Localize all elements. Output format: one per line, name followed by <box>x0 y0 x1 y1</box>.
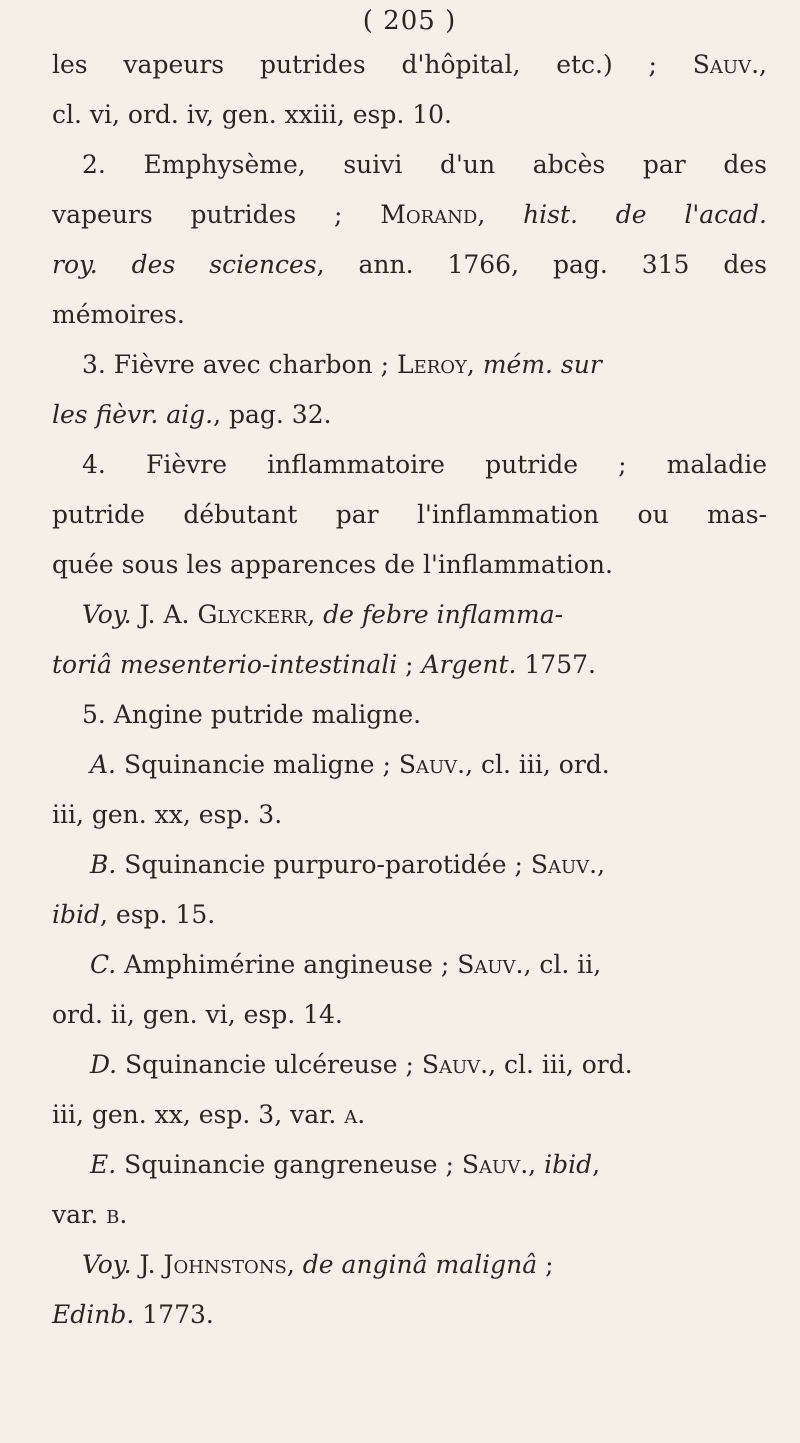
text-line <box>52 890 767 940</box>
text-run: Sauv. <box>398 750 466 779</box>
text-line <box>52 390 767 440</box>
text-line <box>52 1290 767 1340</box>
text-run: Johnstons <box>163 1250 287 1279</box>
text-line <box>52 190 767 240</box>
text-run: roy. des sciences <box>52 250 317 279</box>
text-run: C. <box>90 950 117 979</box>
text-run: D. <box>90 1050 118 1079</box>
text-run: 1757. <box>516 650 596 679</box>
text-run: Sauv. <box>421 1050 489 1079</box>
text-run: ; <box>397 650 422 679</box>
text-run: 1773. <box>134 1300 214 1329</box>
text-line <box>52 640 767 690</box>
text-run: vapeurs putrides ; <box>52 200 381 229</box>
text-run: J. <box>131 1250 164 1279</box>
text-line <box>52 690 767 740</box>
text-run: Voy. <box>82 600 132 629</box>
text-run: , <box>759 50 767 79</box>
text-run: ibid <box>544 1150 593 1179</box>
text-line <box>52 90 767 140</box>
text-run: a. <box>344 1100 366 1129</box>
text-run: mémoires. <box>52 300 185 329</box>
text-line <box>52 290 767 340</box>
text-run: Morand <box>380 200 478 229</box>
text-run: E. <box>90 1150 117 1179</box>
text-run: , esp. 15. <box>100 900 216 929</box>
text-run: putride débutant par l'inflammation ou mas- <box>52 500 767 529</box>
text-run: ibid <box>52 900 100 929</box>
text-run: Glyckerr <box>197 600 308 629</box>
text-line <box>52 940 767 990</box>
text-run: iii, gen. xx, esp. 3. <box>52 800 283 829</box>
text-line <box>52 490 767 540</box>
text-run: Squinancie gangreneuse ; <box>116 1150 462 1179</box>
text-run: J. A. <box>131 600 198 629</box>
text-run: Leroy <box>396 350 467 379</box>
text-line <box>52 540 767 590</box>
text-run: , cl. ii, <box>523 950 602 979</box>
text-run: , <box>286 1250 303 1279</box>
text-run: , ann. 1766, pag. 315 des <box>316 250 768 279</box>
text-run: Sauv. <box>461 1150 529 1179</box>
text-run: Amphimérine angineuse ; <box>116 950 458 979</box>
text-run: B. <box>90 850 117 879</box>
text-line <box>52 590 767 640</box>
text-run: 5. Angine putride maligne. <box>82 700 422 729</box>
text-run: cl. vi, ord. iv, gen. xxiii, esp. 10. <box>52 100 452 129</box>
text-line <box>52 1140 767 1190</box>
body-text <box>52 40 767 1340</box>
text-line <box>52 40 767 90</box>
text-line <box>52 1040 767 1090</box>
text-line <box>52 990 767 1040</box>
text-run: les vapeurs putrides d'hôpital, etc.) ; <box>52 50 693 79</box>
text-run: Squinancie purpuro-parotidée ; <box>116 850 531 879</box>
text-run: Edinb. <box>52 1300 135 1329</box>
text-line <box>52 140 767 190</box>
text-run: toriâ mesenterio-intestinali <box>52 650 398 679</box>
text-run: , <box>597 850 606 879</box>
text-run: A. <box>90 750 117 779</box>
text-line <box>52 240 767 290</box>
text-run: Sauv. <box>457 950 524 979</box>
text-run: , <box>528 1150 545 1179</box>
text-run: , cl. iii, ord. <box>488 1050 633 1079</box>
text-run: Sauv. <box>692 50 760 79</box>
text-line <box>52 840 767 890</box>
text-line <box>52 340 767 390</box>
text-run: , <box>466 350 483 379</box>
page-number: ( 205 ) <box>362 6 457 36</box>
text-run: var. <box>52 1200 107 1229</box>
text-run: Squinancie maligne ; <box>116 750 399 779</box>
text-run: , <box>477 200 524 229</box>
text-run: iii, gen. xx, esp. 3, var. <box>52 1100 345 1129</box>
text-run: Sauv. <box>530 850 598 879</box>
text-run: ord. ii, gen. vi, esp. 14. <box>52 1000 343 1029</box>
text-run: b. <box>106 1200 128 1229</box>
text-run: hist. de l'acad. <box>523 200 768 229</box>
text-run: , cl. iii, ord. <box>465 750 610 779</box>
text-line <box>52 1190 767 1240</box>
text-line <box>52 790 767 840</box>
text-run: les fièvr. aig. <box>52 400 214 429</box>
text-run: Squinancie ulcéreuse ; <box>117 1050 422 1079</box>
text-run: , <box>592 1150 601 1179</box>
text-run: de febre inflamma- <box>323 600 564 629</box>
text-run: Voy. <box>82 1250 132 1279</box>
text-run: de anginâ malignâ <box>302 1250 538 1279</box>
text-line <box>52 1240 767 1290</box>
text-run: quée sous les apparences de l'inflammation. <box>52 550 613 579</box>
text-run: mém. sur <box>482 350 602 379</box>
text-run: , <box>307 600 324 629</box>
text-run: 3. Fièvre avec charbon ; <box>82 350 397 379</box>
book-page <box>52 0 767 1340</box>
text-run: 4. Fièvre inflammatoire putride ; maladie <box>82 450 767 479</box>
text-run: , pag. 32. <box>213 400 332 429</box>
text-line <box>52 740 767 790</box>
text-run: ; <box>537 1250 554 1279</box>
text-run: Argent. <box>421 650 517 679</box>
text-line <box>52 1090 767 1140</box>
text-line <box>52 440 767 490</box>
text-run: 2. Emphysème, suivi d'un abcès par des <box>82 150 767 179</box>
